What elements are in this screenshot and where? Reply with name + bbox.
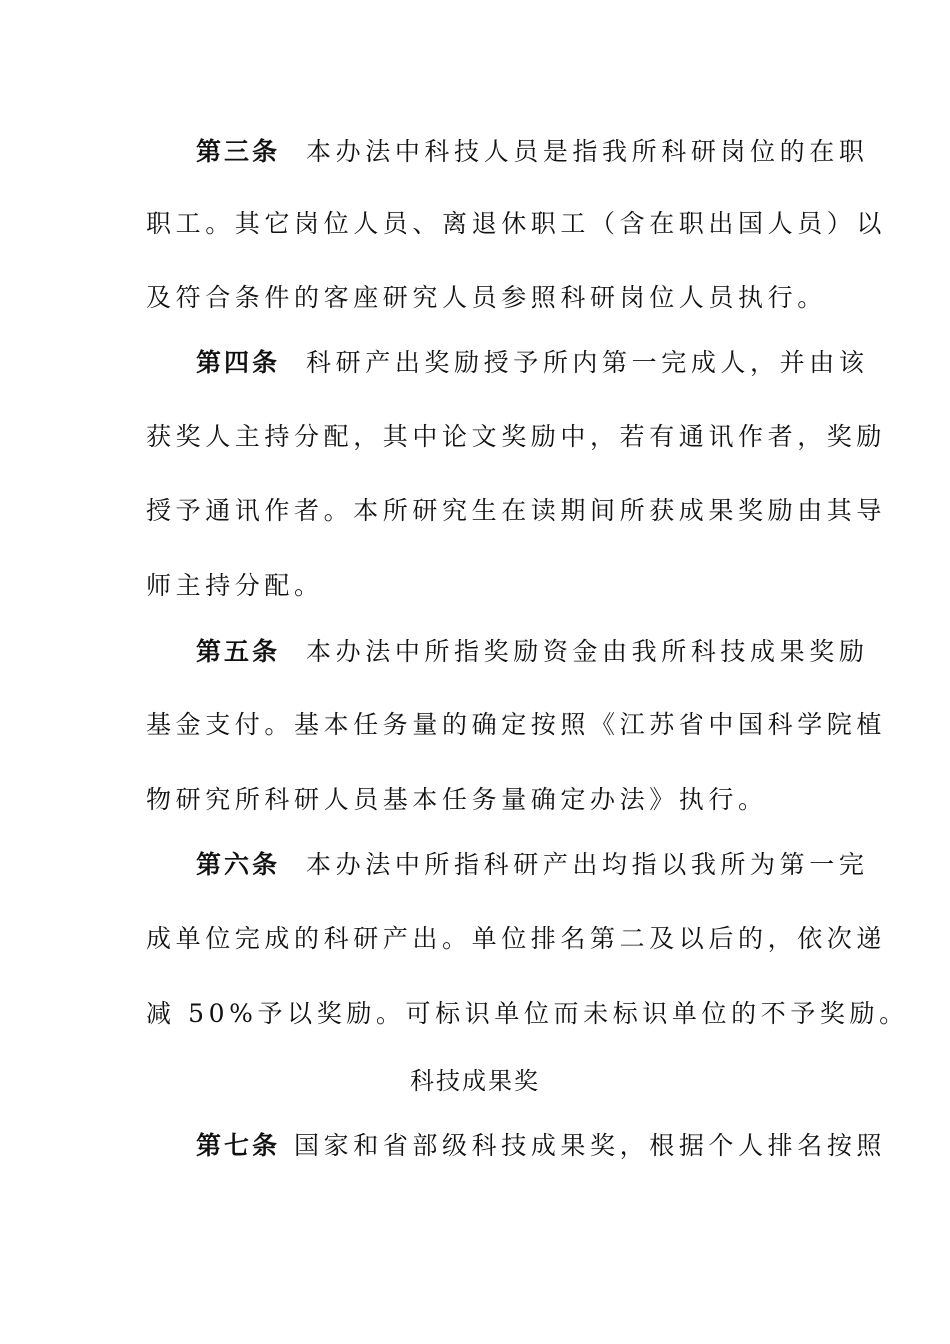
article-3-line-3: 及符合条件的客座研究人员参照科研岗位人员执行。: [146, 283, 827, 312]
article-4-line-4: 师主持分配。: [146, 571, 324, 600]
article-5-line-3: 物研究所科研人员基本任务量确定办法》执行。: [146, 785, 768, 814]
article-5-text-1: 本办法中所指奖励资金由我所科技成果奖励: [306, 637, 869, 666]
article-3-line-2: 职工。其它岗位人员、离退休职工（含在职出国人员）以: [146, 209, 887, 238]
article-3-number: 第三条: [196, 137, 281, 166]
article-6-line-3: 减 50%予以奖励。可标识单位而未标识单位的不予奖励。: [146, 999, 909, 1028]
article-3-text-1: 本办法中科技人员是指我所科研岗位的在职: [306, 137, 869, 166]
article-5-line-2: 基金支付。基本任务量的确定按照《江苏省中国科学院植: [146, 710, 887, 739]
article-6-line-2: 成单位完成的科研产出。单位排名第二及以后的，依次递: [146, 924, 887, 953]
article-7-text-1: 国家和省部级科技成果奖，根据个人排名按照: [294, 1131, 887, 1160]
article-6-number: 第六条: [196, 850, 281, 879]
article-4-text-1: 科研产出奖励授予所内第一完成人，并由该: [306, 348, 869, 377]
article-5-first-line: [196, 636, 869, 668]
article-6-first-line: [196, 849, 869, 881]
article-4-number: 第四条: [196, 348, 281, 377]
section-heading: 科技成果奖: [410, 1067, 540, 1095]
article-6-text-1: 本办法中所指科研产出均指以我所为第一完: [306, 850, 869, 879]
article-3-first-line: [196, 136, 869, 168]
article-4-line-2: 获奖人主持分配，其中论文奖励中，若有通讯作者，奖励: [146, 422, 887, 451]
article-7-number: 第七条: [196, 1131, 281, 1160]
article-4-first-line: [196, 347, 869, 379]
article-5-number: 第五条: [196, 637, 281, 666]
article-7-first-line: [196, 1130, 887, 1162]
article-4-line-3: 授予通讯作者。本所研究生在读期间所获成果奖励由其导: [146, 496, 887, 525]
